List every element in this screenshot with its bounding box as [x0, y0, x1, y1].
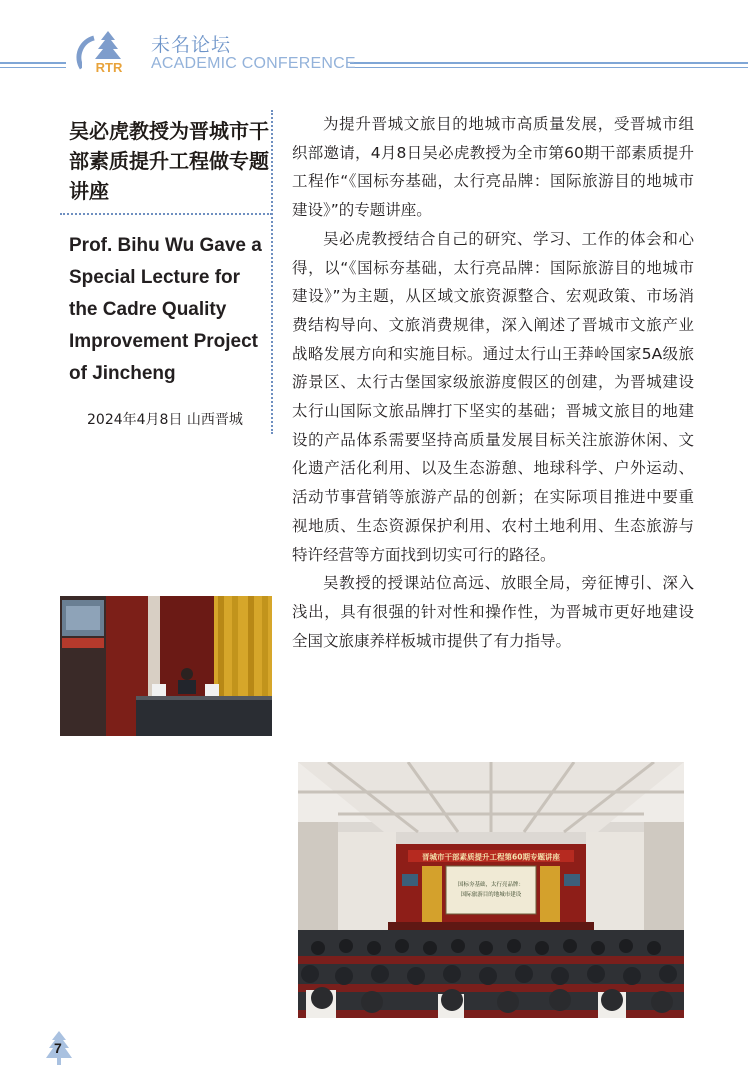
screen-text-line-1: 国标夯基础，太行亮品牌：	[457, 882, 525, 888]
logo-text: RTR	[95, 60, 123, 74]
column-divider	[271, 110, 273, 434]
date-location: 2024年4月8日 山西晋城	[87, 412, 243, 428]
auditorium-photo	[298, 762, 684, 1018]
paragraph-2: 吴必虎教授结合自己的研究、学习、工作的体会和心得，以“《国标夯基础，太行亮品牌：国际旅游目的地城市建设》”为主题，从区域文旅资源整合、宏观政策、市场消费结构导向、文旅消费规律，深入阐述了晋城市文旅产业战略发展方向和实施目标。通过太行山王莽岭国家5A级旅游景区、太行古堡国家级旅游度假区的创建，为晋城建设太行山国际文旅品牌打下坚实的基础；晋城文旅目的地建设的产品体系需要坚持高质量发展目标关注旅游休闲、文化遗产活化利用、以及生态游憩、地球科学、户外运动、活动节事营销等旅游产品的创新；在实际项目推进中要重视地质、生态资源保护利用、农村土地利用、生态旅游与特许经营等方面找到切实可行的路径。	[292, 229, 694, 564]
lecture-podium-photo	[60, 596, 272, 736]
stage-banner-text: 晋城市干部素质提升工程第60期专题讲座	[422, 852, 560, 862]
article-body	[292, 110, 694, 655]
paragraph-1: 为提升晋城文旅目的地城市高质量发展，受晋城市组织部邀请，4月8日吴必虎教授为全市第60期干部素质提升工程作“《国标夯基础，太行亮品牌：国际旅游目的地城市建设》”的专题讲座。	[292, 115, 694, 220]
article-title-cn: 吴必虎教授为晋城市干部素质提升工程做专题讲座	[69, 119, 269, 203]
paragraph-3: 吴教授的授课站位高远、放眼全局，旁征博引、深入浅出，具有很强的针对性和操作性，为晋城市更好地建设全国文旅康养样板城市提供了有力指导。	[292, 574, 694, 650]
page-number: 7	[54, 1040, 62, 1056]
title-divider	[60, 213, 272, 215]
header-rule-right-bottom	[350, 67, 748, 68]
screen-text-line-2: 国际旅游目的地城市建设	[460, 892, 522, 898]
header-title-en: ACADEMIC CONFERENCE	[151, 55, 356, 72]
header-rule-left-bottom	[0, 67, 66, 68]
header-rule-right-top	[350, 62, 748, 64]
rtr-logo	[74, 28, 146, 74]
header-rule-left-top	[0, 62, 66, 64]
header-title-cn: 未名论坛	[151, 34, 232, 56]
article-title-en: Prof. Bihu Wu Gave a Special Lecture for the Cadre Quality Improvement Project of Jincheng	[69, 235, 262, 384]
